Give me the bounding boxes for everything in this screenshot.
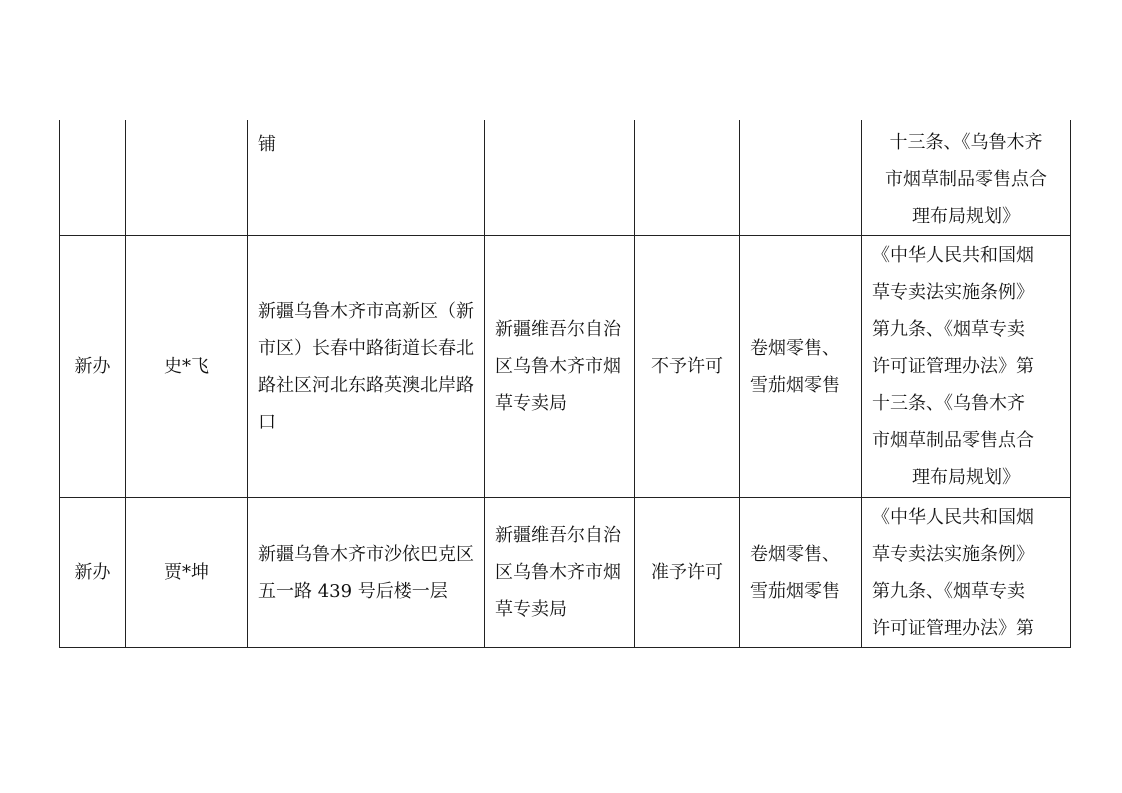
basis-cell xyxy=(862,498,1071,648)
scope-cell: 卷烟零售、雪茄烟零售 xyxy=(740,498,862,648)
table-row xyxy=(60,236,1071,498)
permit-table xyxy=(59,120,1071,648)
basis-line: 市烟草制品零售点合 xyxy=(885,169,1047,190)
decision-cell: 不予许可 xyxy=(635,236,740,498)
basis-cell xyxy=(862,236,1071,498)
scope-cell xyxy=(740,120,862,236)
name-cell: 史*飞 xyxy=(126,236,248,498)
table-row xyxy=(60,498,1071,648)
authority-cell: 新疆维吾尔自治区乌鲁木齐市烟草专卖局 xyxy=(485,498,635,648)
authority-cell: 新疆维吾尔自治区乌鲁木齐市烟草专卖局 xyxy=(485,236,635,498)
decision-cell: 准予许可 xyxy=(635,498,740,648)
basis-line: 草专卖法实施条例》 xyxy=(872,282,1034,303)
basis-line: 第九条、《烟草专卖 xyxy=(872,319,1025,340)
address-tail-text: 铺 xyxy=(258,134,276,155)
name-cell xyxy=(126,120,248,236)
basis-line: 理布局规划》 xyxy=(912,467,1020,488)
address-cell: 新疆乌鲁木齐市沙依巴克区五一路 439 号后楼一层 xyxy=(248,498,485,648)
basis-line: 草专卖法实施条例》 xyxy=(872,543,1034,565)
basis-line: 《中华人民共和国烟 xyxy=(872,506,1034,528)
type-cell: 新办 xyxy=(60,236,126,498)
basis-line: 十三条、《乌鲁木齐 xyxy=(889,132,1043,153)
address-cell xyxy=(248,120,485,236)
basis-cell xyxy=(862,120,1071,236)
name-cell: 贾*坤 xyxy=(126,498,248,648)
type-cell: 新办 xyxy=(60,498,126,648)
basis-line: 市烟草制品零售点合 xyxy=(872,430,1034,451)
table-row-continuation xyxy=(60,120,1071,236)
type-cell xyxy=(60,120,126,236)
basis-line: 许可证管理办法》第 xyxy=(872,617,1034,639)
address-cell: 新疆乌鲁木齐市高新区（新市区）长春中路街道长春北路社区河北东路英澳北岸路口 xyxy=(248,236,485,498)
basis-line: 《中华人民共和国烟 xyxy=(872,245,1034,266)
basis-line: 许可证管理办法》第 xyxy=(872,356,1034,377)
authority-cell xyxy=(485,120,635,236)
scope-cell: 卷烟零售、雪茄烟零售 xyxy=(740,236,862,498)
basis-line: 十三条、《乌鲁木齐 xyxy=(872,393,1025,414)
basis-line: 第九条、《烟草专卖 xyxy=(872,580,1025,602)
decision-cell xyxy=(635,120,740,236)
basis-line: 理布局规划》 xyxy=(912,206,1020,227)
